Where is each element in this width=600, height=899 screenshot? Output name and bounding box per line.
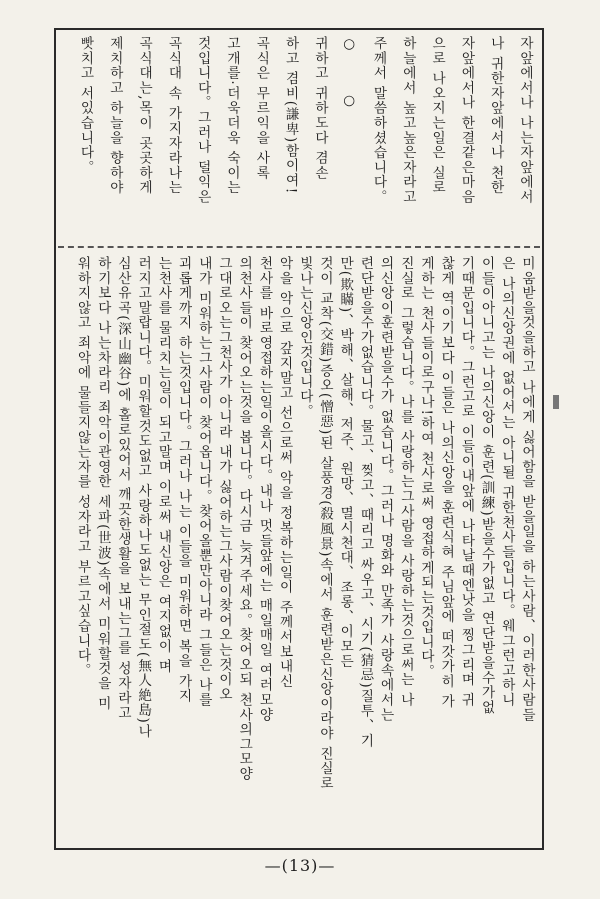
lower-text-column: 그대로오는그천사가 아니라 내가 싫어하는그사람이찾어오는것이오 (216, 256, 232, 702)
lower-text-column: 는천사를 물리치는일이 되고말며 이로써 내신앙은 여지없이 며 (155, 256, 172, 674)
page-number: —(13)— (264, 856, 336, 875)
lower-text-column: 내가 미워하는그사람이 찾어옵니다。찾어올뿐만아니라 그들은 나를 (195, 256, 212, 708)
lower-text-column: 진실로 그렇습니다。나를 사랑하는그사람을 사랑하는것으로써는 나 (397, 256, 414, 708)
lower-text-column: 은 나의신앙권에 없어서는 아니될 귀한천사들입니다。웨그런고하니 (498, 256, 515, 708)
lower-text-column: 빛나는신앙인것입니다。 (296, 256, 313, 419)
lower-text-column: 찮게 역이기보다 이들은 나의신앙을 훈련식혀 주님앞에 떠갓가히 가 (438, 256, 455, 710)
lower-text-column: 러지고말랍니다。미워할것도없고 사랑하나도없는 무인절도(無人絶島)나 (135, 256, 152, 739)
upper-text-column: 제치하고 하늘을 향하야 (106, 36, 123, 196)
lower-text-column: 천사를 바로영접하는일이올시다。내나 멋들앞에는 매일매일 여러모양 (256, 256, 273, 723)
lower-text-column: 기때문입니다。그런고로 이들이내앞에 나타날때엔낫을 찡그리며 귀 (458, 256, 475, 708)
upper-text-column: 하고 겸비(謙卑)함이여! (282, 36, 299, 195)
lower-text-column: 악을 악으로 갚지말고 선으로써 악을 정복하는일이 주께서보내신 (276, 256, 293, 689)
upper-text-column: 곡식은 무르익을 사록 (253, 36, 270, 181)
lower-text-column: 것이 교착(交錯)증오(憎惡)된 살풍경(殺風景)속에서 훈련받은신앙이라야 진실로 (317, 256, 333, 791)
section-divider (58, 246, 540, 248)
lower-text-column: 워하지않고 죄악에 물들지않는자를 성자라고 부르고싶습니다。 (74, 256, 91, 678)
lower-text-column: 하기보다 나는차라리 죄악이관영한 세파(世波)속에서 미워할것을 미 (94, 256, 111, 712)
lower-text-column: 만(欺瞞)、박해、살해、저주、원망、멸시천대、조롱、이모든 (337, 256, 354, 669)
margin-tab-mark (553, 395, 559, 409)
upper-text-column: 곡식대 속 가지자라나는 (165, 36, 182, 196)
lower-text-column: 이들이아니고는 나의신앙이 훈련(訓練)받을수가없고 연단받을수가없 (478, 256, 495, 715)
upper-text-column: 나 귀한자앞에서나 천한 (487, 36, 504, 196)
upper-text-column: 것입니다。그러나 덜익은 (194, 36, 211, 205)
upper-text-column: 빳치고 서있습니다。 (77, 36, 94, 175)
lower-text-column: 미움받을것을하고 나에게 싫어함을 받을일을 하는사람、이러한사람들 (519, 256, 535, 723)
upper-text-column: 자앞에서나 한결같은마음 (458, 36, 475, 205)
lower-text-column: 의천사들이 찾어오는것을 봅니다。다시금 늦겨주세요。찾어오되 천사의그모양 (236, 256, 253, 782)
upper-text-column: 하늘에서 높고높은자라고 (399, 36, 416, 205)
upper-text-column: 으로 나오지는일은 실로 (429, 36, 446, 196)
upper-text-column: 주께서 말씀하셨습니다。 (370, 36, 387, 205)
lower-text-column: 게하는 천사들이로구나!하여 천사로써 영접하게되는것입니다。 (418, 256, 434, 679)
upper-text-column: 자앞에서나 나는자앞에서 (517, 36, 533, 205)
upper-text-column: ○ ○ (341, 36, 358, 127)
lower-text-column: 심산유곡(深山幽谷)에 홀로있어서 깨끗한생활을 보내는그를 성자라고 (115, 256, 131, 721)
lower-text-column: 의신앙이훈련받을수가 없습니다。그러나 명화와 만족가 사랑속에서는 (377, 256, 394, 723)
upper-text-column: 고개를‧더욱더욱 숙이는 (224, 36, 240, 196)
upper-text-column: 귀하고 귀하도다 겸손 (311, 36, 328, 181)
upper-text-column: 곡식대는,목이 곳곳하게 (136, 36, 153, 196)
lower-text-column: 련단받을수가없습니다。물고、찢고、때리고 싸우고、시기(猜忌)질투、기 (357, 256, 374, 749)
lower-text-column: 괴롭게까지 하는것입니다。그러나 나는 이들을 미워하면 복을 가지 (175, 256, 192, 704)
